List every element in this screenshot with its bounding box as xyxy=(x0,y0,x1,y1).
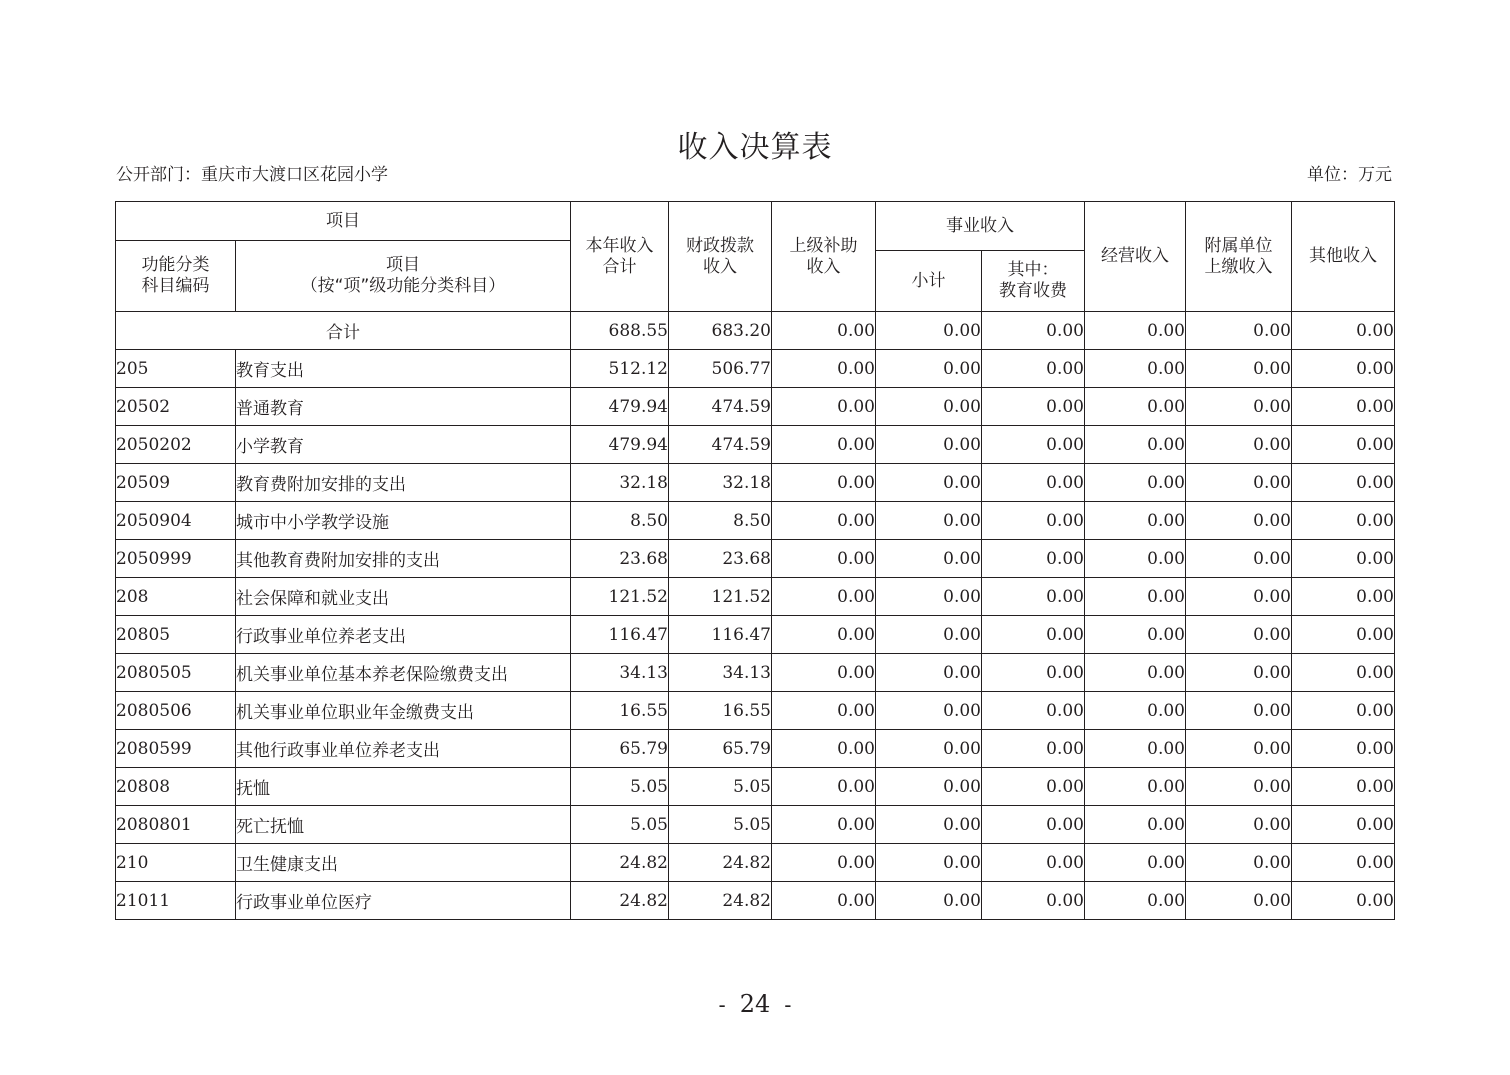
row-name: 机关事业单位基本养老保险缴费支出 xyxy=(236,654,571,692)
row-value: 0.00 xyxy=(876,882,982,920)
row-value: 32.18 xyxy=(571,464,669,502)
row-value: 5.05 xyxy=(669,768,772,806)
row-value: 0.00 xyxy=(1292,882,1395,920)
row-code: 20805 xyxy=(116,616,236,654)
total-value: 0.00 xyxy=(982,312,1085,350)
income-table xyxy=(115,201,1395,920)
row-value: 16.55 xyxy=(571,692,669,730)
row-value: 5.05 xyxy=(669,806,772,844)
row-value: 506.77 xyxy=(669,350,772,388)
row-value: 479.94 xyxy=(571,388,669,426)
row-name: 普通教育 xyxy=(236,388,571,426)
row-value: 0.00 xyxy=(982,730,1085,768)
table-row xyxy=(116,426,1395,464)
row-value: 0.00 xyxy=(1085,730,1186,768)
total-label: 合计 xyxy=(116,312,571,350)
table-row xyxy=(116,730,1395,768)
row-value: 0.00 xyxy=(772,464,876,502)
row-value: 0.00 xyxy=(982,540,1085,578)
row-name: 其他行政事业单位养老支出 xyxy=(236,730,571,768)
row-name: 教育费附加安排的支出 xyxy=(236,464,571,502)
row-name: 抚恤 xyxy=(236,768,571,806)
row-value: 0.00 xyxy=(772,388,876,426)
row-value: 116.47 xyxy=(669,616,772,654)
row-value: 0.00 xyxy=(1085,806,1186,844)
row-code: 205 xyxy=(116,350,236,388)
department-label: 公开部门：重庆市大渡口区花园小学 xyxy=(116,165,388,185)
table-row xyxy=(116,616,1395,654)
row-value: 0.00 xyxy=(876,388,982,426)
row-value: 0.00 xyxy=(1292,350,1395,388)
header-total-income: 本年收入 合计 xyxy=(571,202,669,312)
row-value: 0.00 xyxy=(876,350,982,388)
total-value: 688.55 xyxy=(571,312,669,350)
table-row xyxy=(116,502,1395,540)
row-value: 0.00 xyxy=(1292,388,1395,426)
row-value: 0.00 xyxy=(876,464,982,502)
row-name: 小学教育 xyxy=(236,426,571,464)
header-education-fee: 其中： 教育收费 xyxy=(982,251,1085,312)
row-value: 0.00 xyxy=(772,616,876,654)
row-code: 20502 xyxy=(116,388,236,426)
total-value: 0.00 xyxy=(1186,312,1292,350)
table-row xyxy=(116,768,1395,806)
row-value: 0.00 xyxy=(1186,502,1292,540)
row-name: 卫生健康支出 xyxy=(236,844,571,882)
row-value: 0.00 xyxy=(876,730,982,768)
row-value: 0.00 xyxy=(876,806,982,844)
row-value: 0.00 xyxy=(876,426,982,464)
row-value: 24.82 xyxy=(571,844,669,882)
row-value: 0.00 xyxy=(772,578,876,616)
row-name: 城市中小学教学设施 xyxy=(236,502,571,540)
row-value: 0.00 xyxy=(982,350,1085,388)
row-value: 121.52 xyxy=(571,578,669,616)
row-value: 0.00 xyxy=(1292,502,1395,540)
row-value: 0.00 xyxy=(1085,426,1186,464)
table-row xyxy=(116,540,1395,578)
row-code: 2080599 xyxy=(116,730,236,768)
row-value: 0.00 xyxy=(876,578,982,616)
row-value: 0.00 xyxy=(1186,350,1292,388)
row-value: 0.00 xyxy=(876,768,982,806)
row-value: 0.00 xyxy=(772,730,876,768)
row-value: 0.00 xyxy=(876,654,982,692)
header-code: 功能分类 科目编码 xyxy=(116,241,236,312)
header-operating: 经营收入 xyxy=(1085,202,1186,312)
row-value: 0.00 xyxy=(1292,654,1395,692)
row-value: 0.00 xyxy=(772,502,876,540)
row-value: 0.00 xyxy=(772,806,876,844)
row-code: 20808 xyxy=(116,768,236,806)
table-row xyxy=(116,806,1395,844)
row-value: 0.00 xyxy=(876,540,982,578)
header-other: 其他收入 xyxy=(1292,202,1395,312)
row-value: 0.00 xyxy=(1085,388,1186,426)
row-value: 23.68 xyxy=(571,540,669,578)
total-value: 683.20 xyxy=(669,312,772,350)
row-value: 0.00 xyxy=(982,464,1085,502)
row-value: 0.00 xyxy=(1292,768,1395,806)
table-row xyxy=(116,882,1395,920)
row-value: 0.00 xyxy=(1186,768,1292,806)
row-value: 0.00 xyxy=(1186,616,1292,654)
row-value: 0.00 xyxy=(1085,616,1186,654)
row-value: 0.00 xyxy=(772,692,876,730)
row-name: 教育支出 xyxy=(236,350,571,388)
total-value: 0.00 xyxy=(876,312,982,350)
row-value: 32.18 xyxy=(669,464,772,502)
table-row xyxy=(116,654,1395,692)
row-value: 0.00 xyxy=(982,388,1085,426)
row-value: 0.00 xyxy=(1292,578,1395,616)
row-value: 0.00 xyxy=(1292,616,1395,654)
row-value: 34.13 xyxy=(669,654,772,692)
row-value: 0.00 xyxy=(1085,882,1186,920)
row-value: 0.00 xyxy=(982,654,1085,692)
row-value: 0.00 xyxy=(876,616,982,654)
row-code: 2050904 xyxy=(116,502,236,540)
row-value: 24.82 xyxy=(571,882,669,920)
row-value: 0.00 xyxy=(1085,502,1186,540)
row-value: 5.05 xyxy=(571,768,669,806)
row-value: 5.05 xyxy=(571,806,669,844)
row-value: 0.00 xyxy=(982,882,1085,920)
row-value: 0.00 xyxy=(982,426,1085,464)
row-value: 0.00 xyxy=(772,426,876,464)
table-row xyxy=(116,578,1395,616)
row-value: 0.00 xyxy=(876,844,982,882)
row-value: 0.00 xyxy=(1292,844,1395,882)
table-row xyxy=(116,388,1395,426)
row-value: 65.79 xyxy=(669,730,772,768)
row-name: 社会保障和就业支出 xyxy=(236,578,571,616)
row-value: 34.13 xyxy=(571,654,669,692)
row-value: 0.00 xyxy=(1085,692,1186,730)
header-project-group: 项目 xyxy=(116,202,571,241)
table-row xyxy=(116,844,1395,882)
row-value: 121.52 xyxy=(669,578,772,616)
row-value: 0.00 xyxy=(1186,844,1292,882)
row-value: 0.00 xyxy=(982,692,1085,730)
row-value: 0.00 xyxy=(1186,692,1292,730)
row-value: 0.00 xyxy=(1085,768,1186,806)
row-value: 0.00 xyxy=(1186,654,1292,692)
row-value: 0.00 xyxy=(772,768,876,806)
row-code: 20509 xyxy=(116,464,236,502)
unit-label: 单位：万元 xyxy=(1307,165,1392,185)
row-code: 2080505 xyxy=(116,654,236,692)
row-value: 474.59 xyxy=(669,426,772,464)
row-value: 8.50 xyxy=(669,502,772,540)
row-code: 210 xyxy=(116,844,236,882)
row-value: 0.00 xyxy=(772,540,876,578)
row-value: 0.00 xyxy=(1186,730,1292,768)
header-affiliated: 附属单位 上缴收入 xyxy=(1186,202,1292,312)
row-code: 2050202 xyxy=(116,426,236,464)
row-value: 116.47 xyxy=(571,616,669,654)
table-row xyxy=(116,692,1395,730)
row-value: 0.00 xyxy=(1186,464,1292,502)
row-value: 479.94 xyxy=(571,426,669,464)
row-value: 0.00 xyxy=(1292,730,1395,768)
row-value: 0.00 xyxy=(1292,464,1395,502)
row-value: 0.00 xyxy=(1085,540,1186,578)
row-value: 0.00 xyxy=(876,692,982,730)
row-value: 0.00 xyxy=(772,882,876,920)
row-value: 23.68 xyxy=(669,540,772,578)
page-number: - 24 - xyxy=(718,990,792,1018)
row-value: 0.00 xyxy=(982,806,1085,844)
row-value: 0.00 xyxy=(772,350,876,388)
row-value: 0.00 xyxy=(1186,540,1292,578)
row-code: 2080801 xyxy=(116,806,236,844)
row-name: 行政事业单位医疗 xyxy=(236,882,571,920)
row-value: 16.55 xyxy=(669,692,772,730)
row-value: 0.00 xyxy=(1085,350,1186,388)
row-value: 0.00 xyxy=(1085,844,1186,882)
row-value: 8.50 xyxy=(571,502,669,540)
row-value: 0.00 xyxy=(982,844,1085,882)
row-value: 0.00 xyxy=(1085,578,1186,616)
row-value: 0.00 xyxy=(876,502,982,540)
row-value: 0.00 xyxy=(982,616,1085,654)
row-code: 21011 xyxy=(116,882,236,920)
header-subtotal: 小计 xyxy=(876,251,982,312)
header-fiscal: 财政拨款 收入 xyxy=(669,202,772,312)
row-value: 512.12 xyxy=(571,350,669,388)
row-value: 0.00 xyxy=(1186,882,1292,920)
table-row xyxy=(116,464,1395,502)
row-value: 0.00 xyxy=(1292,540,1395,578)
row-value: 0.00 xyxy=(1085,654,1186,692)
header-subsidy: 上级补助 收入 xyxy=(772,202,876,312)
row-value: 24.82 xyxy=(669,882,772,920)
row-value: 65.79 xyxy=(571,730,669,768)
header-business-group: 事业收入 xyxy=(876,202,1085,251)
row-value: 0.00 xyxy=(1186,806,1292,844)
row-value: 0.00 xyxy=(1292,692,1395,730)
total-value: 0.00 xyxy=(1085,312,1186,350)
row-value: 0.00 xyxy=(1186,388,1292,426)
header-name: 项目 （按“项”级功能分类科目） xyxy=(236,241,571,312)
row-name: 机关事业单位职业年金缴费支出 xyxy=(236,692,571,730)
total-value: 0.00 xyxy=(1292,312,1395,350)
row-value: 0.00 xyxy=(982,578,1085,616)
row-value: 24.82 xyxy=(669,844,772,882)
total-value: 0.00 xyxy=(772,312,876,350)
row-value: 0.00 xyxy=(772,654,876,692)
row-value: 0.00 xyxy=(982,502,1085,540)
row-value: 0.00 xyxy=(1186,578,1292,616)
row-code: 208 xyxy=(116,578,236,616)
row-name: 死亡抚恤 xyxy=(236,806,571,844)
row-value: 0.00 xyxy=(772,844,876,882)
total-row xyxy=(116,312,1395,350)
row-value: 0.00 xyxy=(1085,464,1186,502)
row-value: 474.59 xyxy=(669,388,772,426)
table-row xyxy=(116,350,1395,388)
row-value: 0.00 xyxy=(1186,426,1292,464)
row-value: 0.00 xyxy=(1292,426,1395,464)
row-name: 其他教育费附加安排的支出 xyxy=(236,540,571,578)
row-value: 0.00 xyxy=(982,768,1085,806)
row-code: 2050999 xyxy=(116,540,236,578)
row-code: 2080506 xyxy=(116,692,236,730)
row-name: 行政事业单位养老支出 xyxy=(236,616,571,654)
row-value: 0.00 xyxy=(1292,806,1395,844)
page-title: 收入决算表 xyxy=(677,130,833,165)
